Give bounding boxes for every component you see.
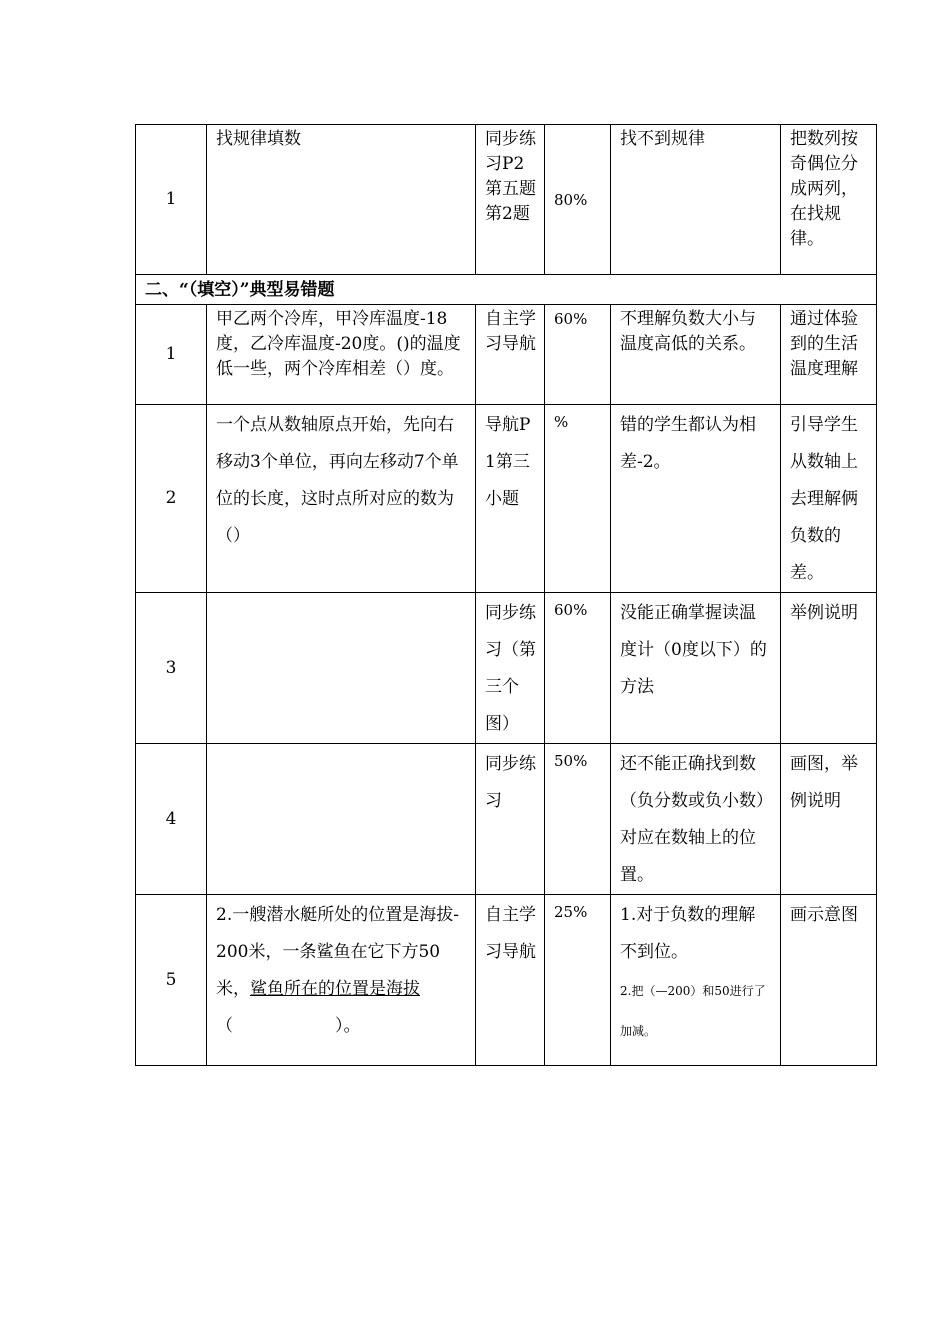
error-reason-cell: 不理解负数大小与温度高低的关系。 [611, 305, 781, 405]
error-rate-cell: 50% [545, 744, 611, 895]
table-row [136, 405, 877, 593]
table-row [136, 305, 877, 405]
error-reason-1: 1.对于负数的理解不到位。 [620, 905, 756, 962]
error-rate-cell: 60% [545, 305, 611, 405]
error-reason-cell: 找不到规律 [611, 125, 781, 275]
source-cell: 自主学习导航 [476, 895, 545, 1066]
remedy-cell: 画示意图 [781, 895, 877, 1066]
row-index: 1 [136, 305, 207, 405]
question-text-underlined: 鲨鱼所在的位置是海拔 [250, 979, 420, 999]
section-header-row [136, 275, 877, 305]
error-rate-cell: 60% [545, 593, 611, 744]
error-reason-2: 2.把（—200）和50进行了加减。 [620, 984, 766, 1038]
error-analysis-table [135, 124, 877, 1066]
row-index: 4 [136, 744, 207, 895]
row-index: 5 [136, 895, 207, 1066]
answer-blank: （ ）。 [216, 1016, 361, 1036]
question-cell: 找规律填数 [207, 125, 476, 275]
remedy-cell: 画图，举例说明 [781, 744, 877, 895]
error-rate-cell: 80% [545, 125, 611, 275]
question-cell [207, 895, 476, 1066]
remedy-cell: 把数列按奇偶位分成两列，在找规律。 [781, 125, 877, 275]
source-cell: 同步练习（第三个图） [476, 593, 545, 744]
question-cell: 一个点从数轴原点开始，先向右移动3个单位，再向左移动7个单位的长度，这时点所对应的数为（） [207, 405, 476, 593]
table-row [136, 895, 877, 1066]
error-rate-cell: % [545, 405, 611, 593]
error-reason-cell: 错的学生都认为相差-2。 [611, 405, 781, 593]
row-index: 3 [136, 593, 207, 744]
remedy-cell: 引导学生从数轴上去理解俩负数的差。 [781, 405, 877, 593]
remedy-cell: 举例说明 [781, 593, 877, 744]
source-cell: 导航P1第三小题 [476, 405, 545, 593]
question-cell [207, 744, 476, 895]
source-cell: 同步练习 [476, 744, 545, 895]
table-row [136, 744, 877, 895]
table-row [136, 593, 877, 744]
error-rate-cell: 25% [545, 895, 611, 1066]
row-index: 1 [136, 125, 207, 275]
error-reason-cell: 还不能正确找到数（负分数或负小数）对应在数轴上的位置。 [611, 744, 781, 895]
error-reason-cell: 没能正确掌握读温度计（0度以下）的方法 [611, 593, 781, 744]
row-index: 2 [136, 405, 207, 593]
table-row [136, 125, 877, 275]
source-cell: 自主学习导航 [476, 305, 545, 405]
question-text: 2.一艘潜水艇所处的位置是海拔-200米，一条鲨鱼在它下方50米， [216, 905, 459, 999]
question-cell: 甲乙两个冷库，甲冷库温度-18度，乙冷库温度-20度。()的温度低一些，两个冷库相差（）度。 [207, 305, 476, 405]
remedy-cell: 通过体验到的生活温度理解 [781, 305, 877, 405]
section-title: 二、“（填空）”典型易错题 [136, 275, 877, 305]
question-cell [207, 593, 476, 744]
source-cell: 同步练习P2第五题第2题 [476, 125, 545, 275]
error-reason-cell [611, 895, 781, 1066]
